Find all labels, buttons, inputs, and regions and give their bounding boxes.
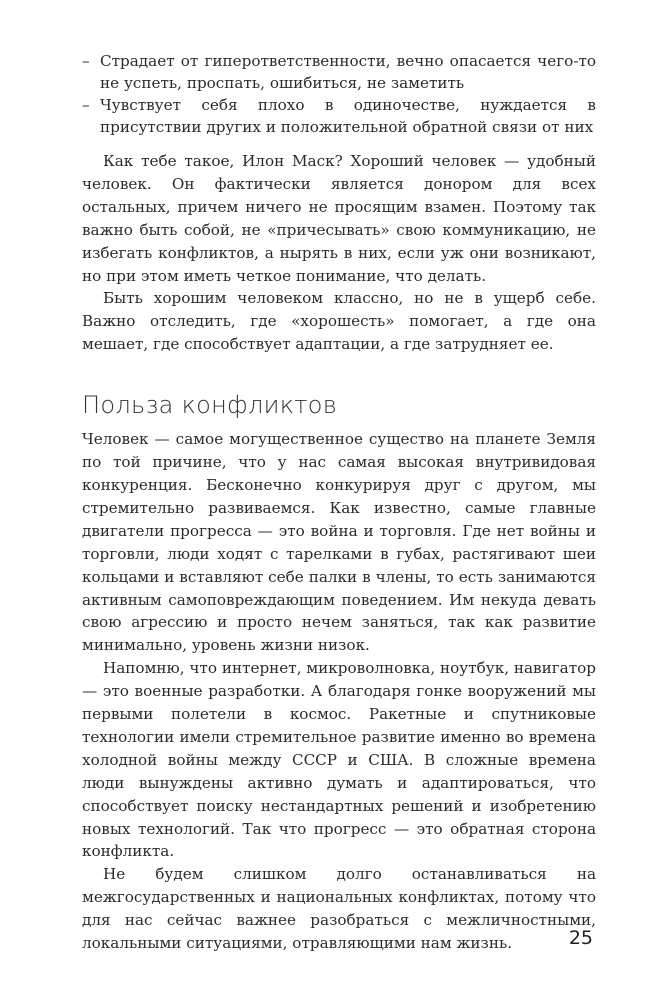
- bullet-text: Чувствует себя плохо в одиночестве, нуждается в присутствии других и положительной обратной связи от них: [100, 96, 596, 136]
- bullet-item: [82, 94, 596, 138]
- page-number: 25: [568, 927, 593, 949]
- section-heading: Польза конфликтов: [82, 391, 338, 420]
- body-paragraph: Не будем слишком долго останавливаться на межгосударственных и национальных конфликтах, потому что для нас сейчас важнее разобраться с межличностными, локальными ситуациями, отравляющими нам жизнь.: [82, 865, 596, 953]
- page-body: [82, 50, 596, 955]
- bullet-text: Страдает от гиперответственности, вечно опасается чего-то не успеть, проспать, ошибиться, не заметить: [100, 52, 596, 92]
- body-paragraph: Быть хорошим человеком классно, но не в ущерб себе. Важно отследить, где «хорошесть» помогает, а где она мешает, где способствует адаптации, а где затрудняет ее.: [82, 289, 596, 354]
- body-paragraph: Человек — самое могущественное существо на планете Земля по той причине, что у нас самая высокая внутривидовая конкуренция. Бесконечно конкурируя друг с другом, мы стремительно развиваемся. Как известно, самые главные двигатели прогресса — это война и торговля. Где нет войны и торговли, люди ходят с тарелками в губах, растягивают шеи кольцами и вставляют себе палки в члены, то есть занимаются активным самоповреждающим поведением. Им некуда девать свою агрессию и просто нечем заняться, так как развитие минимально, уровень жизни низок.: [82, 430, 596, 655]
- body-paragraph: Напомню, что интернет, микроволновка, ноутбук, навигатор — это военные разработки. А благодаря гонке вооружений мы первыми полетели в космос. Ракетные и спутниковые технологии имели стремительное развитие именно во времена холодной войны между СССР и США. В сложные времена люди вынуждены активно думать и адаптироваться, что способствует поиску нестандартных решений и изобретению новых технологий. Так что прогресс — это обратная сторона конфликта.: [82, 659, 596, 861]
- bullet-item: [82, 50, 596, 94]
- bullet-dash: –: [82, 52, 90, 70]
- bullet-list: [82, 50, 596, 138]
- bullet-dash: –: [82, 96, 90, 114]
- body-paragraph: Как тебе такое, Илон Маск? Хороший человек — удобный человек. Он фактически является донором для всех остальных, причем ничего не просящим взамен. Поэтому так важно быть собой, не «причесывать» свою коммуникацию, не избегать конфликтов, а нырять в них, если уж они возникают, но при этом иметь четкое понимание, что делать.: [82, 152, 596, 285]
